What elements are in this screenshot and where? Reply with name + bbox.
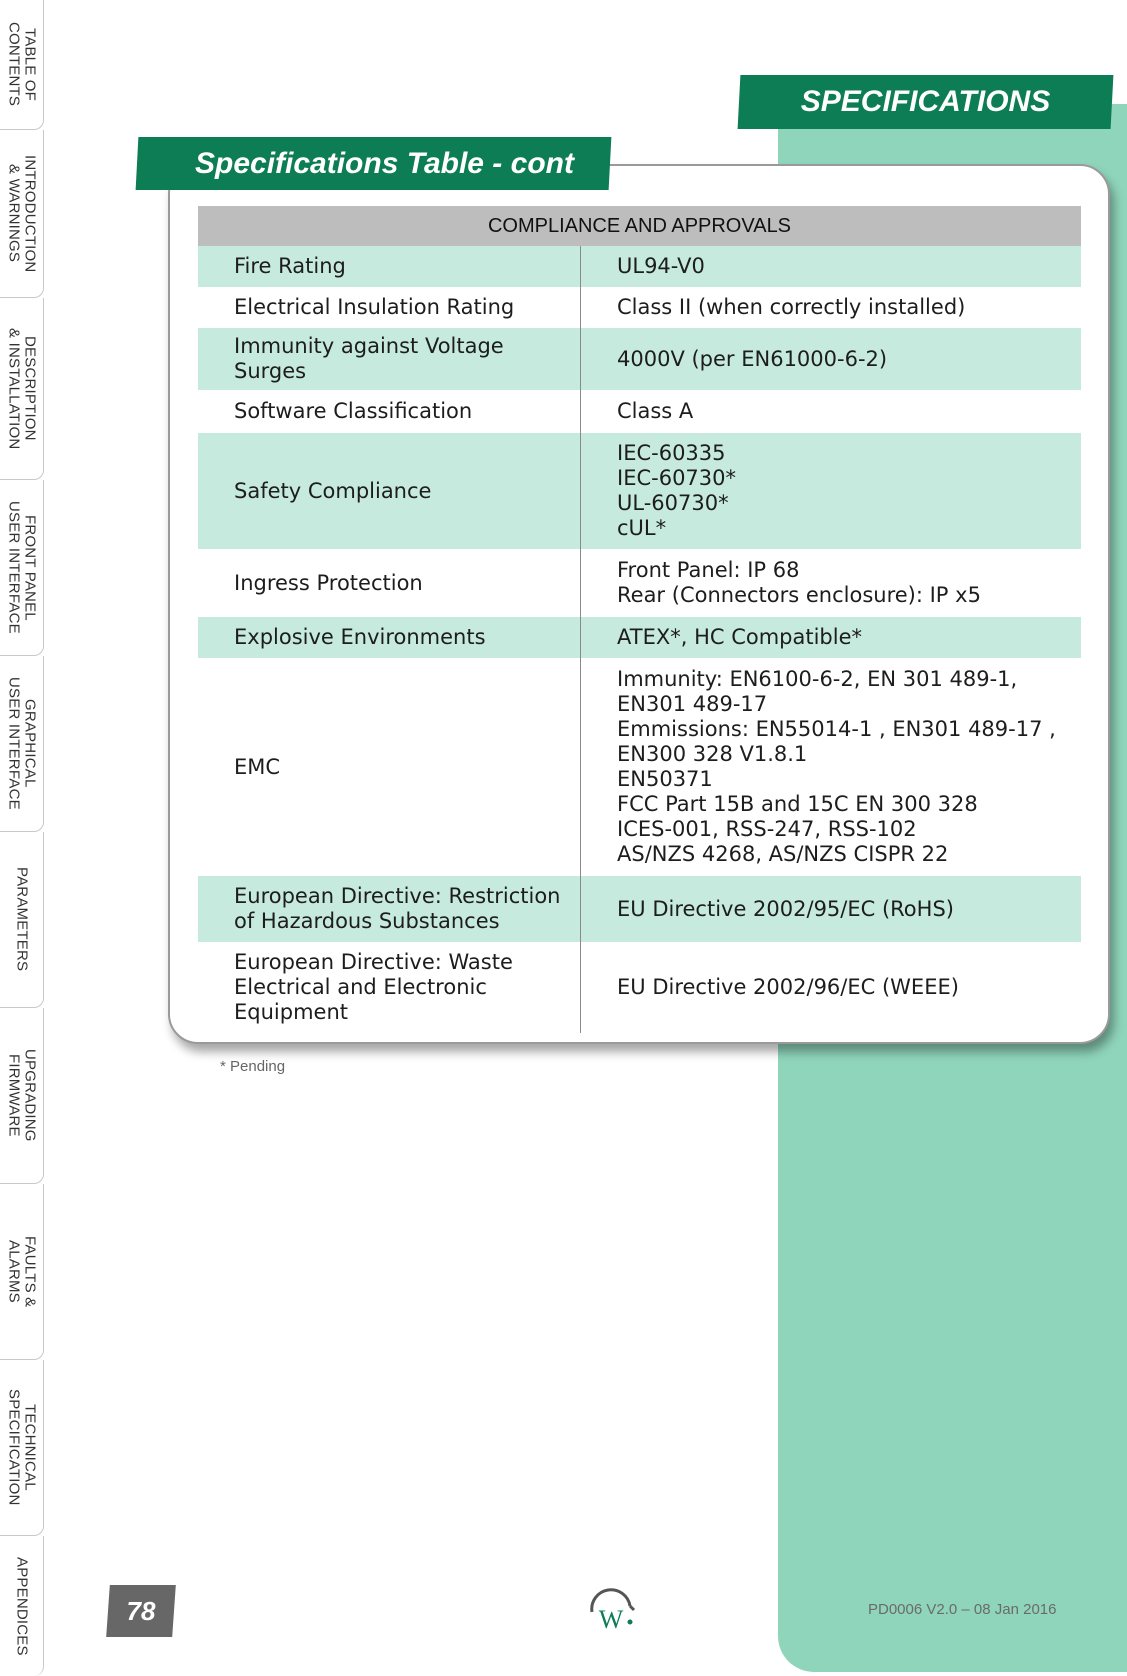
row-value: IEC-60335 IEC-60730* UL-60730* cUL* xyxy=(581,433,1082,549)
tab-introduction[interactable] xyxy=(0,130,44,298)
side-tab-strip xyxy=(0,0,46,1676)
tab-label: GRAPHICAL USER INTERFACE xyxy=(5,677,39,810)
row-label: EMC xyxy=(198,658,581,876)
tab-label: UPGRADING FIRMWARE xyxy=(5,1049,39,1142)
tab-upgrading-firmware[interactable] xyxy=(0,1008,44,1184)
footnote: * Pending xyxy=(220,1058,286,1075)
tab-label: FRONT PANEL USER INTERFACE xyxy=(5,501,39,634)
table-row xyxy=(198,549,1081,617)
row-label: Immunity against Voltage Surges xyxy=(198,328,581,390)
table-row xyxy=(198,876,1081,942)
row-value: EU Directive 2002/96/EC (WEEE) xyxy=(617,975,959,999)
row-label: Ingress Protection xyxy=(198,549,581,617)
tab-front-panel[interactable] xyxy=(0,480,44,656)
document-id: PD0006 V2.0 – 08 Jan 2016 xyxy=(868,1601,1057,1618)
table-row xyxy=(198,390,1081,433)
tab-label: APPENDICES xyxy=(13,1556,31,1656)
table-header-row xyxy=(198,206,1081,246)
row-value: 4000V (per EN61000-6-2) xyxy=(581,328,1082,390)
tab-appendices[interactable] xyxy=(0,1536,44,1676)
row-value: Class A xyxy=(617,399,694,423)
section-title: SPECIFICATIONS xyxy=(800,85,1051,118)
card-title: Specifications Table - cont xyxy=(195,146,574,180)
row-value: EU Directive 2002/95/EC (RoHS) xyxy=(581,876,1082,942)
tab-faults-alarms[interactable] xyxy=(0,1184,44,1360)
tab-label: INTRODUCTION & WARNINGS xyxy=(5,154,39,273)
tab-graphical-ui[interactable] xyxy=(0,656,44,832)
compliance-table xyxy=(198,206,1081,1033)
tab-label: FAULTS & ALARMS xyxy=(5,1235,39,1308)
tab-label: TABLE OF CONTENTS xyxy=(5,22,39,107)
row-value: ATEX*, HC Compatible* xyxy=(581,617,1082,658)
table-header: COMPLIANCE AND APPROVALS xyxy=(198,206,1081,246)
tab-technical-specification[interactable] xyxy=(0,1360,44,1536)
logo-letter: W xyxy=(598,1605,624,1634)
company-logo-icon xyxy=(584,1588,638,1636)
tab-label: TECHNICAL SPECIFICATION xyxy=(5,1389,39,1506)
row-value: Class II (when correctly installed) xyxy=(617,295,966,319)
table-row xyxy=(198,287,1081,328)
row-label: European Directive: Waste Electrical and Electronic Equipment xyxy=(198,942,581,1033)
table-row xyxy=(198,658,1081,876)
row-label: Explosive Environments xyxy=(198,617,581,658)
row-label: Software Classification xyxy=(198,390,581,433)
row-label: Electrical Insulation Rating xyxy=(198,287,581,328)
row-value: Front Panel: IP 68 Rear (Connectors enclosure): IP x5 xyxy=(617,558,981,607)
table-row xyxy=(198,617,1081,658)
row-label: Safety Compliance xyxy=(198,433,581,549)
page-number: 78 xyxy=(126,1595,156,1626)
row-label: Fire Rating xyxy=(198,246,581,287)
tab-label: PARAMETERS xyxy=(13,867,31,972)
table-row xyxy=(198,942,1081,1033)
tab-description[interactable] xyxy=(0,298,44,480)
table-row xyxy=(198,433,1081,549)
table-row xyxy=(198,246,1081,287)
row-label: European Directive: Restriction of Hazardous Substances xyxy=(198,876,581,942)
row-value: UL94-V0 xyxy=(581,246,1082,287)
table-row xyxy=(198,328,1081,390)
tab-parameters[interactable] xyxy=(0,832,44,1008)
row-value: Immunity: EN6100-6-2, EN 301 489-1, EN301 489-17 Emmissions: EN55014-1 , EN301 489-17 , EN300 328 V1.8.1 EN50371 FCC Part 15B and 15C EN 300 328 ICES-001, RSS-247, RSS-102 AS/NZS 4268, AS/NZS CISPR 22 xyxy=(617,667,1056,866)
tab-label: DESCRIPTION & INSTALLATION xyxy=(5,327,39,450)
tab-table-of-contents[interactable] xyxy=(0,0,44,130)
